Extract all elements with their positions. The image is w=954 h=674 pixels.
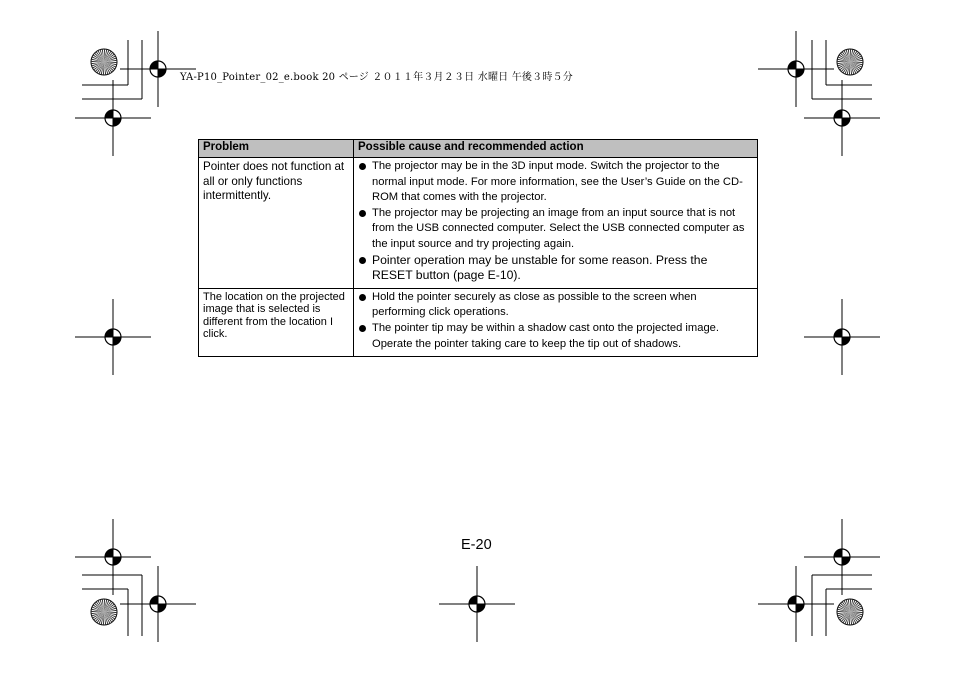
cause-list	[358, 159, 749, 284]
cause-list	[358, 290, 749, 352]
problem-cell	[199, 288, 354, 356]
cause-cell	[354, 158, 758, 289]
registration-mark	[75, 80, 151, 156]
registration-mark	[439, 566, 515, 642]
table-row	[199, 158, 758, 289]
registration-mark	[75, 519, 151, 595]
problem-cell: Pointer does not function at all or only functions intermittently.	[199, 158, 354, 289]
table-header-row	[199, 140, 758, 158]
bullet-icon	[359, 294, 366, 301]
star-target	[837, 49, 863, 75]
column-header-cause: Possible cause and recommended action	[354, 140, 758, 158]
page-number: E-20	[461, 537, 492, 553]
list-item	[358, 159, 749, 206]
list-item	[358, 321, 749, 352]
cause-cell	[354, 288, 758, 356]
book-header-line: YA-P10_Pointer_02_e.book 20 ページ ２０１１年３月２３日 水曜日 午後３時５分	[180, 72, 573, 83]
list-item	[358, 206, 749, 253]
cause-text: The projector may be projecting an image from an input source that is not from the USB connected computer. Select the USB connected computer as the input source and try projecting again.	[372, 206, 745, 250]
bullet-icon	[359, 210, 366, 217]
table-row	[199, 288, 758, 356]
bullet-icon	[359, 257, 366, 264]
cause-text: Hold the pointer securely as close as possible to the screen when performing click operations.	[372, 290, 697, 319]
star-target	[91, 49, 117, 75]
registration-mark	[75, 299, 151, 375]
troubleshooting-table	[198, 139, 758, 357]
list-item	[358, 290, 749, 321]
registration-mark	[804, 519, 880, 595]
registration-mark	[804, 299, 880, 375]
registration-mark	[804, 80, 880, 156]
star-target	[91, 599, 117, 625]
star-target	[837, 599, 863, 625]
cause-text: The pointer tip may be within a shadow cast onto the projected image. Operate the pointer taking care to keep the tip out of shadows.	[372, 321, 720, 350]
column-header-problem: Problem	[199, 140, 354, 158]
registration-mark	[120, 566, 196, 642]
registration-mark	[758, 566, 834, 642]
bullet-icon	[359, 163, 366, 170]
cause-text: Pointer operation may be unstable for some reason. Press the RESET button (page E-10).	[372, 252, 708, 283]
cause-text: The projector may be in the 3D input mode. Switch the projector to the normal input mode. For more information, see the User’s Guide on the CD-ROM that comes with the projector.	[372, 160, 743, 204]
bullet-icon	[359, 325, 366, 332]
list-item	[358, 253, 749, 284]
problem-text: The location on the projected image that is selected is different from the location I click.	[203, 290, 345, 340]
registration-mark	[758, 31, 834, 107]
